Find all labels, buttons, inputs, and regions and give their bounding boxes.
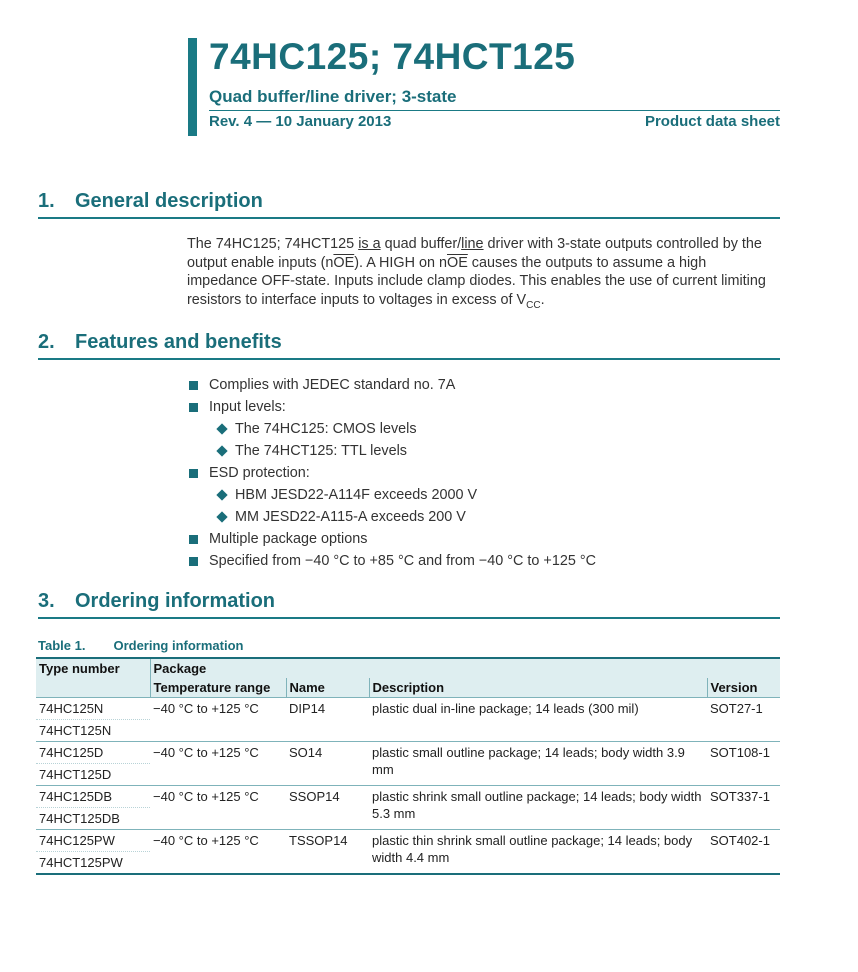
revision-info: Rev. 4 — 10 January 2013 [209, 113, 392, 130]
package-name-cell: DIP14 [286, 698, 369, 742]
temperature-cell: −40 °C to +125 °C [150, 786, 286, 830]
vcc-subscript: CC [526, 299, 541, 311]
square-bullet-icon [189, 535, 198, 544]
section-features [38, 331, 780, 360]
list-item-text: MM JESD22-A115-A exceeds 200 V [235, 509, 466, 525]
description-cell: plastic dual in-line package; 14 leads (300 mil) [369, 698, 707, 742]
sub-list-item [189, 418, 769, 440]
section-title: General description [75, 190, 263, 212]
ordering-table [36, 657, 780, 875]
temperature-cell: −40 °C to +125 °C [150, 742, 286, 786]
list-item-text: ESD protection: [209, 465, 310, 481]
header-name: Name [286, 678, 369, 698]
diamond-bullet-icon [216, 511, 227, 522]
diamond-bullet-icon [216, 423, 227, 434]
table-row [36, 742, 780, 764]
section-heading [38, 590, 780, 613]
list-item-text: HBM JESD22-A114F exceeds 2000 V [235, 487, 478, 503]
square-bullet-icon [189, 381, 198, 390]
section-title: Features and benefits [75, 331, 282, 353]
description-cell: plastic thin shrink small outline package; 14 leads; body width 4.4 mm [369, 830, 707, 875]
package-name-cell: SSOP14 [286, 786, 369, 830]
description-cell: plastic shrink small outline package; 14 leads; body width 5.3 mm [369, 786, 707, 830]
section-ordering [38, 590, 780, 619]
package-name-cell: SO14 [286, 742, 369, 786]
square-bullet-icon [189, 403, 198, 412]
diamond-bullet-icon [216, 489, 227, 500]
version-cell: SOT402-1 [707, 830, 780, 875]
document-title: 74HC125; 74HCT125 [209, 36, 576, 77]
general-description-text [187, 235, 767, 315]
list-item-text: Specified from −40 °C to +85 °C and from −40 °C to +125 °C [209, 553, 596, 569]
section-title: Ordering information [75, 590, 275, 612]
document-subtitle: Quad buffer/line driver; 3-state [209, 87, 457, 106]
header-divider [209, 110, 780, 111]
type-number-cell: 74HCT125DB [36, 808, 150, 830]
list-item-text: The 74HCT125: TTL levels [235, 443, 407, 459]
square-bullet-icon [189, 469, 198, 478]
list-item [189, 396, 769, 418]
table-row [36, 786, 780, 808]
package-name-cell: TSSOP14 [286, 830, 369, 875]
text-run: is a [358, 236, 381, 252]
temperature-cell: −40 °C to +125 °C [150, 698, 286, 742]
version-cell: SOT108-1 [707, 742, 780, 786]
list-item [189, 462, 769, 484]
type-number-cell: 74HC125PW [36, 830, 150, 852]
section-divider [38, 217, 780, 219]
description-cell: plastic small outline package; 14 leads; body width 3.9 mm [369, 742, 707, 786]
type-number-cell: 74HCT125D [36, 764, 150, 786]
type-number-cell: 74HC125N [36, 698, 150, 720]
features-list [189, 374, 769, 572]
section-divider [38, 358, 780, 360]
text-run: quad buffer/ [380, 236, 462, 252]
section-divider [38, 617, 780, 619]
list-item [189, 374, 769, 396]
header-version: Version [707, 678, 780, 698]
header-description: Description [369, 678, 707, 698]
version-cell: SOT27-1 [707, 698, 780, 742]
sub-list-item [189, 484, 769, 506]
section-heading [38, 190, 780, 213]
signal-oe: $\overline{OE}$ [447, 254, 468, 271]
header-type-number: Type number [36, 658, 150, 698]
list-item-text: Multiple package options [209, 531, 368, 547]
list-item-text: Complies with JEDEC standard no. 7A [209, 377, 456, 393]
document-type: Product data sheet [644, 113, 780, 130]
text-run: ). A HIGH on n [354, 254, 447, 271]
section-number: 2. [38, 331, 55, 353]
section-number: 3. [38, 590, 55, 612]
header-temperature-range: Temperature range [150, 678, 286, 698]
text-run: . [540, 291, 545, 308]
square-bullet-icon [189, 557, 198, 566]
temperature-cell: −40 °C to +125 °C [150, 830, 286, 875]
table-caption [38, 638, 243, 653]
section-heading [38, 331, 780, 354]
section-general-description [38, 190, 780, 219]
text-run: causes the outputs to assume a high impedance OFF-state. Inputs include clamp diodes. This enables the use of current limiting resistors to interface inputs to voltages in excess of V [187, 254, 766, 308]
header-accent-bar [188, 38, 197, 136]
section-number: 1. [38, 190, 55, 212]
type-number-cell: 74HC125DB [36, 786, 150, 808]
text-run: driver with 3-state outputs controlled by the output enable inputs (n [187, 236, 762, 271]
text-run: line [461, 236, 484, 252]
version-cell: SOT337-1 [707, 786, 780, 830]
table-caption-title: Ordering information [113, 638, 244, 653]
table-row [36, 830, 780, 852]
text-run: The 74HC125; 74HCT125 [187, 236, 359, 252]
list-item [189, 528, 769, 550]
diamond-bullet-icon [216, 445, 227, 456]
list-item-text: Input levels: [209, 399, 286, 415]
sub-list-item [189, 506, 769, 528]
header-package: Package [150, 658, 780, 678]
table-row [36, 698, 780, 720]
type-number-cell: 74HC125D [36, 742, 150, 764]
list-item-text: The 74HC125: CMOS levels [235, 421, 417, 437]
table-caption-number: Table 1. [38, 638, 86, 653]
type-number-cell: 74HCT125N [36, 720, 150, 742]
sub-list-item [189, 440, 769, 462]
type-number-cell: 74HCT125PW [36, 852, 150, 875]
list-item [189, 550, 769, 572]
signal-oe: $\overline{OE}$ [333, 254, 355, 271]
